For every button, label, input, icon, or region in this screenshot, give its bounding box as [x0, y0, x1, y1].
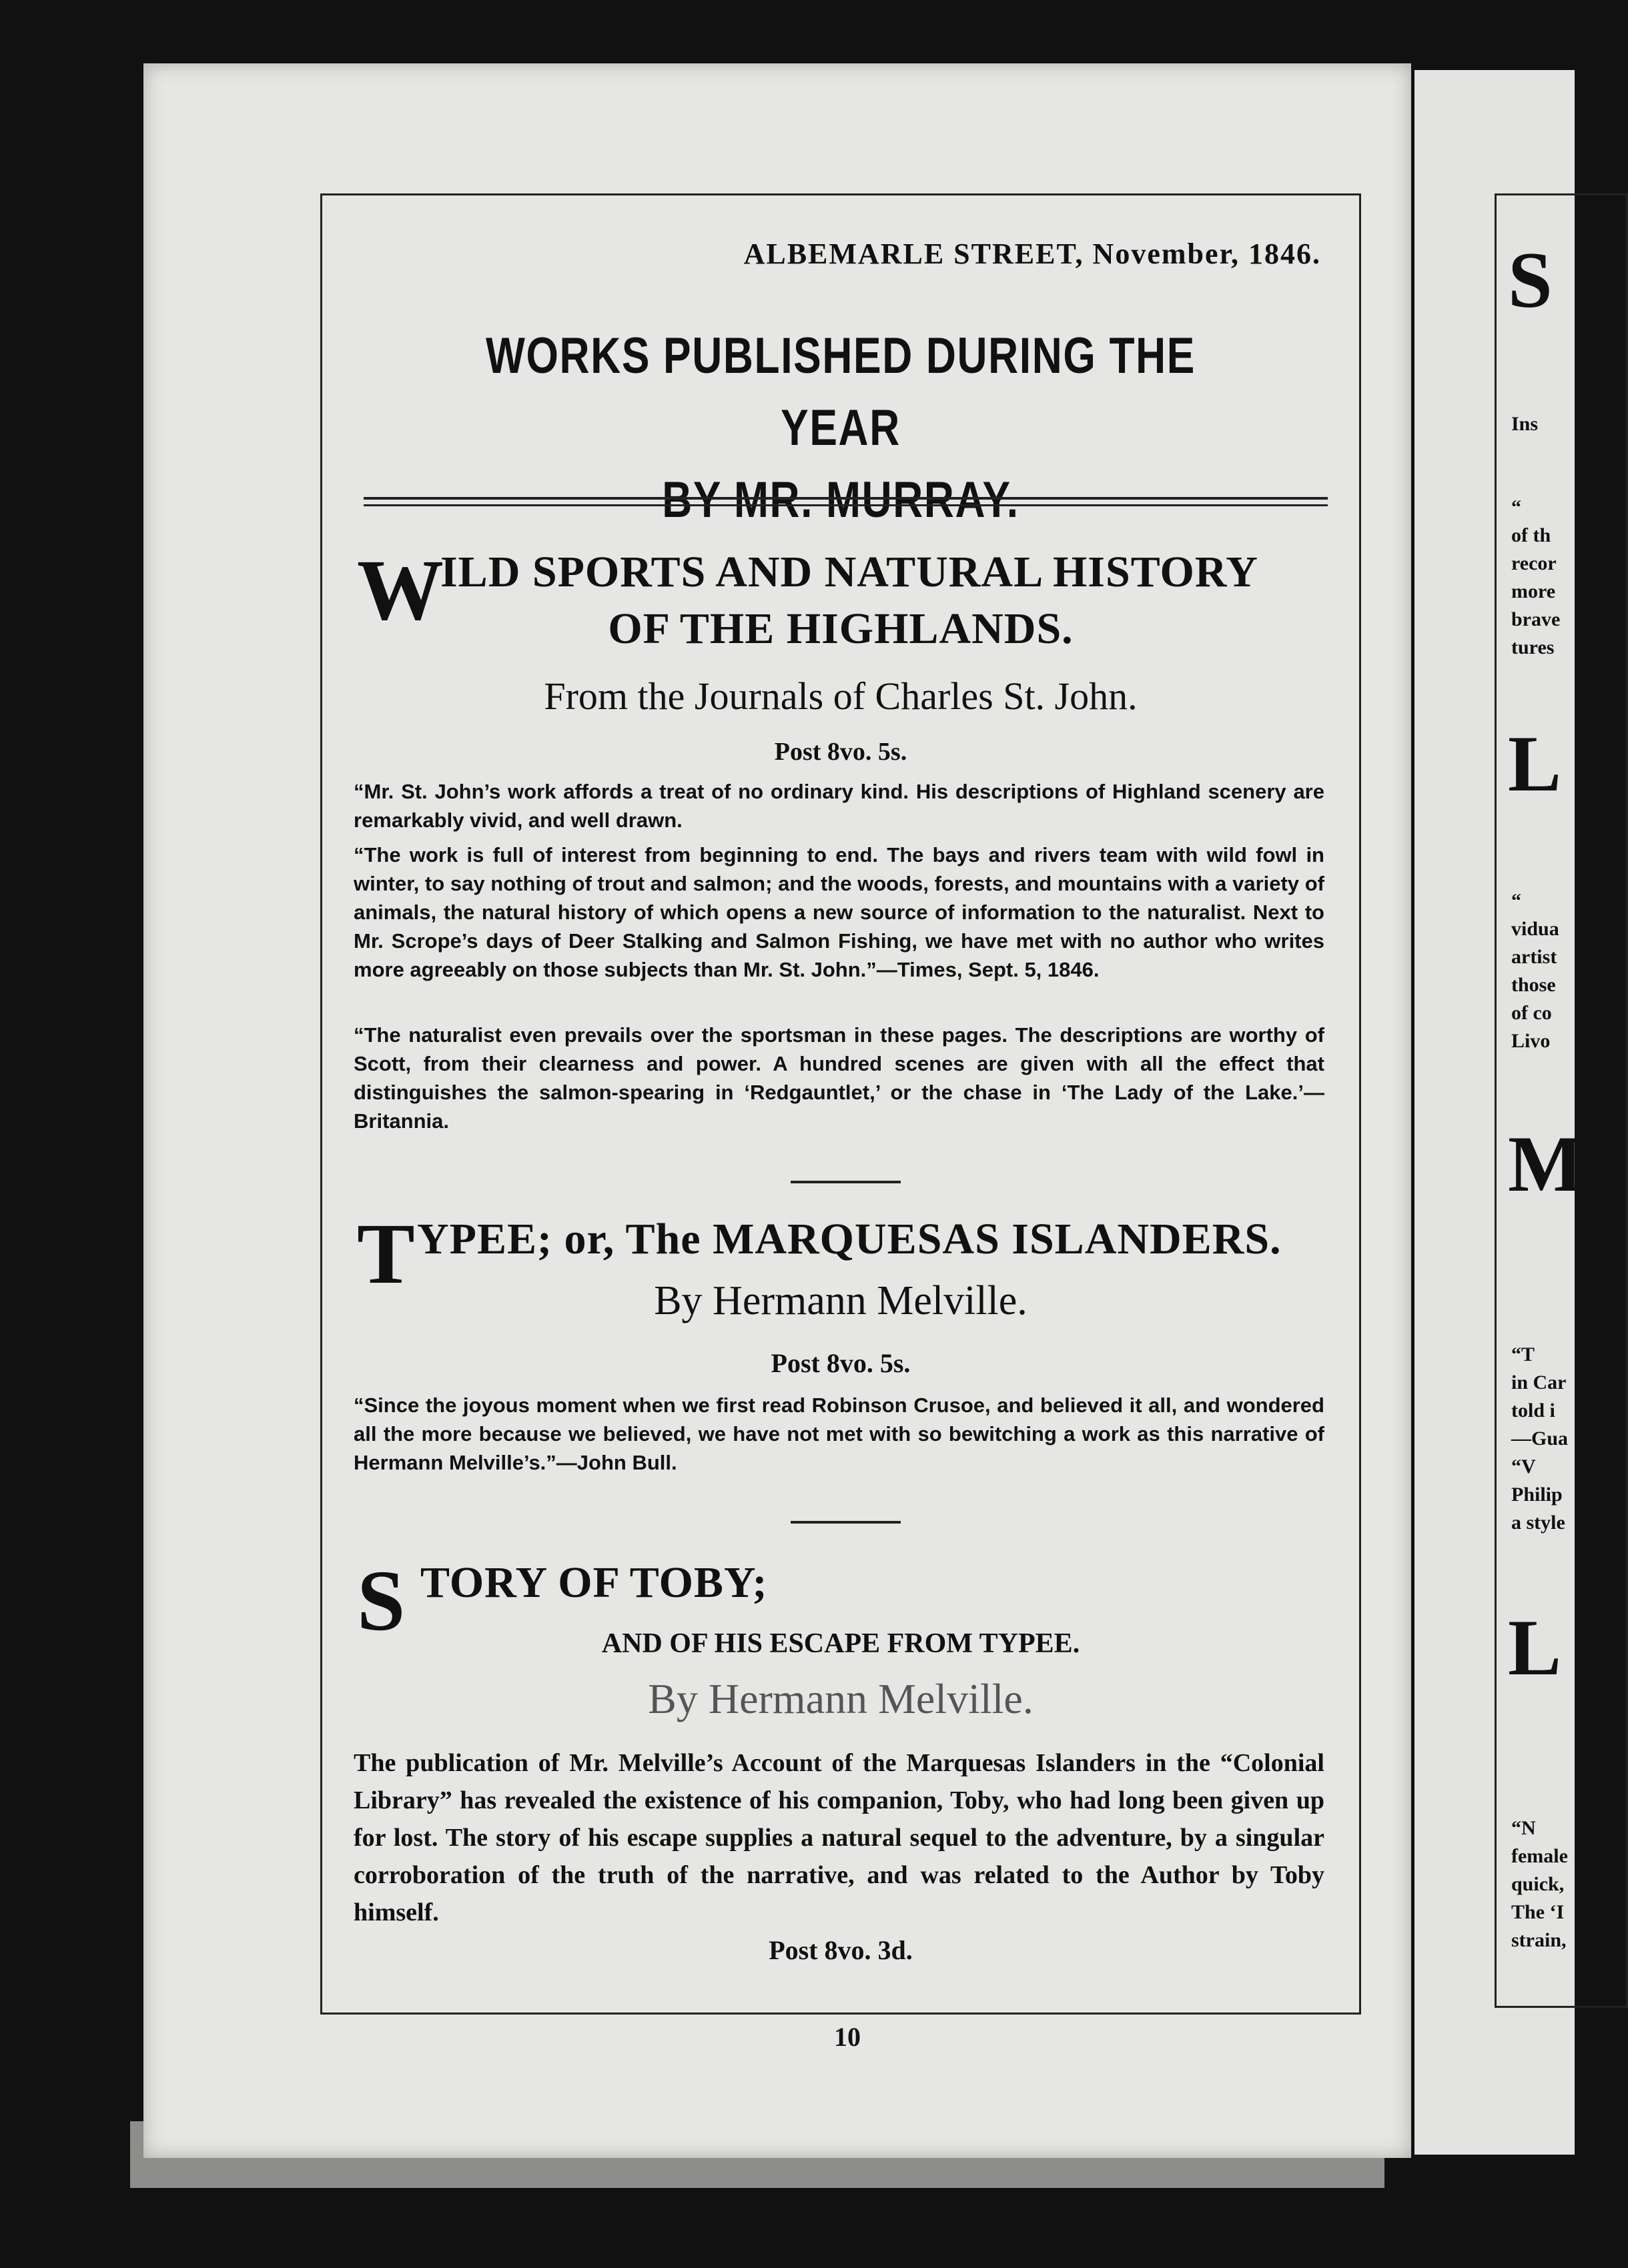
section2-dropcap: T: [357, 1206, 415, 1302]
section2-author: By Hermann Melville.: [654, 1278, 1028, 1323]
right-page-line: told i: [1511, 1399, 1555, 1422]
right-page-cap2: L: [1508, 719, 1562, 808]
right-page-line1: Ins: [1511, 413, 1539, 435]
right-page-line: female: [1511, 1845, 1568, 1867]
right-page-line: in Car: [1511, 1371, 1567, 1393]
right-page-line: “T: [1511, 1343, 1535, 1365]
right-page-line: “: [1511, 890, 1521, 912]
right-page-line: quick,: [1511, 1873, 1565, 1895]
right-page-line: vidua: [1511, 918, 1559, 940]
section1-quote3: “The naturalist even prevails over the sportsman in these pages. The descriptions are worthy of Scott, from their clearness and power. A hundred scenes are given with all the effect that distinguishes the salmon-spearing in ‘Redgauntlet,’ or the chase in ‘The Lady of the Lake.’—Britannia.: [354, 1023, 1324, 1133]
section3-author: By Hermann Melville.: [648, 1675, 1034, 1722]
section1-dropcap: W: [357, 542, 444, 638]
section3-title: TORY OF TOBY;: [420, 1558, 768, 1607]
section1-quote2: “The work is full of interest from beginning to end. The bays and rivers team with wild fowl in winter, to say nothing of trout and salmon; and the woods, forests, and mountains with a variety of animals, the natural history of which opens a new source of information to the naturalist. Next to Mr. Scrope’s days of Deer Stalking and Salmon Fishing, we have met with no author who writes more agreeably on those subjects than Mr. St. John.”—Times, Sept. 5, 1846.: [354, 843, 1324, 981]
right-page-line: of th: [1511, 524, 1551, 546]
title-rule: [364, 497, 1328, 506]
right-page-line: recor: [1511, 552, 1557, 574]
header-dateline: ALBEMARLE STREET, November, 1846.: [743, 237, 1321, 270]
right-page-line: “: [1511, 496, 1521, 518]
section-divider: [791, 1181, 901, 1183]
section2-title: YPEE; or, The MARQUESAS ISLANDERS.: [417, 1215, 1282, 1263]
section3-price: Post 8vo. 3d.: [769, 1935, 913, 1965]
page-title-line1: WORKS PUBLISHED DURING THE YEAR: [485, 328, 1196, 456]
right-page-line: of co: [1511, 1002, 1552, 1024]
right-page-line: The ‘I: [1511, 1901, 1565, 1923]
section-divider: [791, 1521, 901, 1524]
page-title-line2: BY MR. MURRAY.: [662, 472, 1020, 528]
right-page-line: more: [1511, 580, 1556, 602]
right-page-line: those: [1511, 974, 1556, 996]
right-page-cap4: L: [1508, 1603, 1562, 1692]
right-page-line: “V: [1511, 1456, 1536, 1478]
section2-price: Post 8vo. 5s.: [771, 1348, 911, 1378]
right-page-line: Philip: [1511, 1484, 1563, 1506]
section3-dropcap: S: [357, 1553, 406, 1649]
right-page-cap1: S: [1508, 235, 1553, 324]
section1-title-line2: OF THE HIGHLANDS.: [608, 604, 1074, 653]
section2-quote: “Since the joyous moment when we first read Robinson Crusoe, and believed it all, and wondered all the more because we believed, we have not met with so bewitching a work as this narrative of Hermann Melville’s.”—John Bull.: [354, 1393, 1324, 1474]
right-page-line: tures: [1511, 636, 1555, 658]
section1-price: Post 8vo. 5s.: [774, 738, 907, 766]
right-page-line: “N: [1511, 1817, 1536, 1839]
section1-subtitle: From the Journals of Charles St. John.: [544, 674, 1138, 718]
right-page-line: Livo: [1511, 1030, 1551, 1052]
right-page-cap3: M: [1508, 1119, 1584, 1208]
right-page-line: artist: [1511, 946, 1557, 968]
right-page-line: —Gua: [1511, 1428, 1569, 1450]
section3-paragraph: The publication of Mr. Melville’s Account of the Marquesas Islanders in the “Colonial Library” has revealed the existence of his companion, Toby, who had long been given up for lost. The story of his escape supplies a natural sequel to the adventure, by a singular corroboration of the truth of the narrative, and was related to the Author by Toby himself.: [354, 1749, 1324, 1926]
right-page-border: [1495, 193, 1628, 2008]
section1-title-line1: ILD SPORTS AND NATURAL HISTORY: [440, 548, 1258, 596]
right-page-line: brave: [1511, 608, 1561, 630]
section3-subtitle: AND OF HIS ESCAPE FROM TYPEE.: [601, 1628, 1080, 1659]
section1-quote1: “Mr. St. John’s work affords a treat of no ordinary kind. His descriptions of Highland scenery are remarkably vivid, and well drawn.: [354, 780, 1324, 832]
right-page-line: strain,: [1511, 1929, 1567, 1951]
right-page-line: a style: [1511, 1512, 1565, 1534]
page-number: 10: [834, 2022, 861, 2052]
